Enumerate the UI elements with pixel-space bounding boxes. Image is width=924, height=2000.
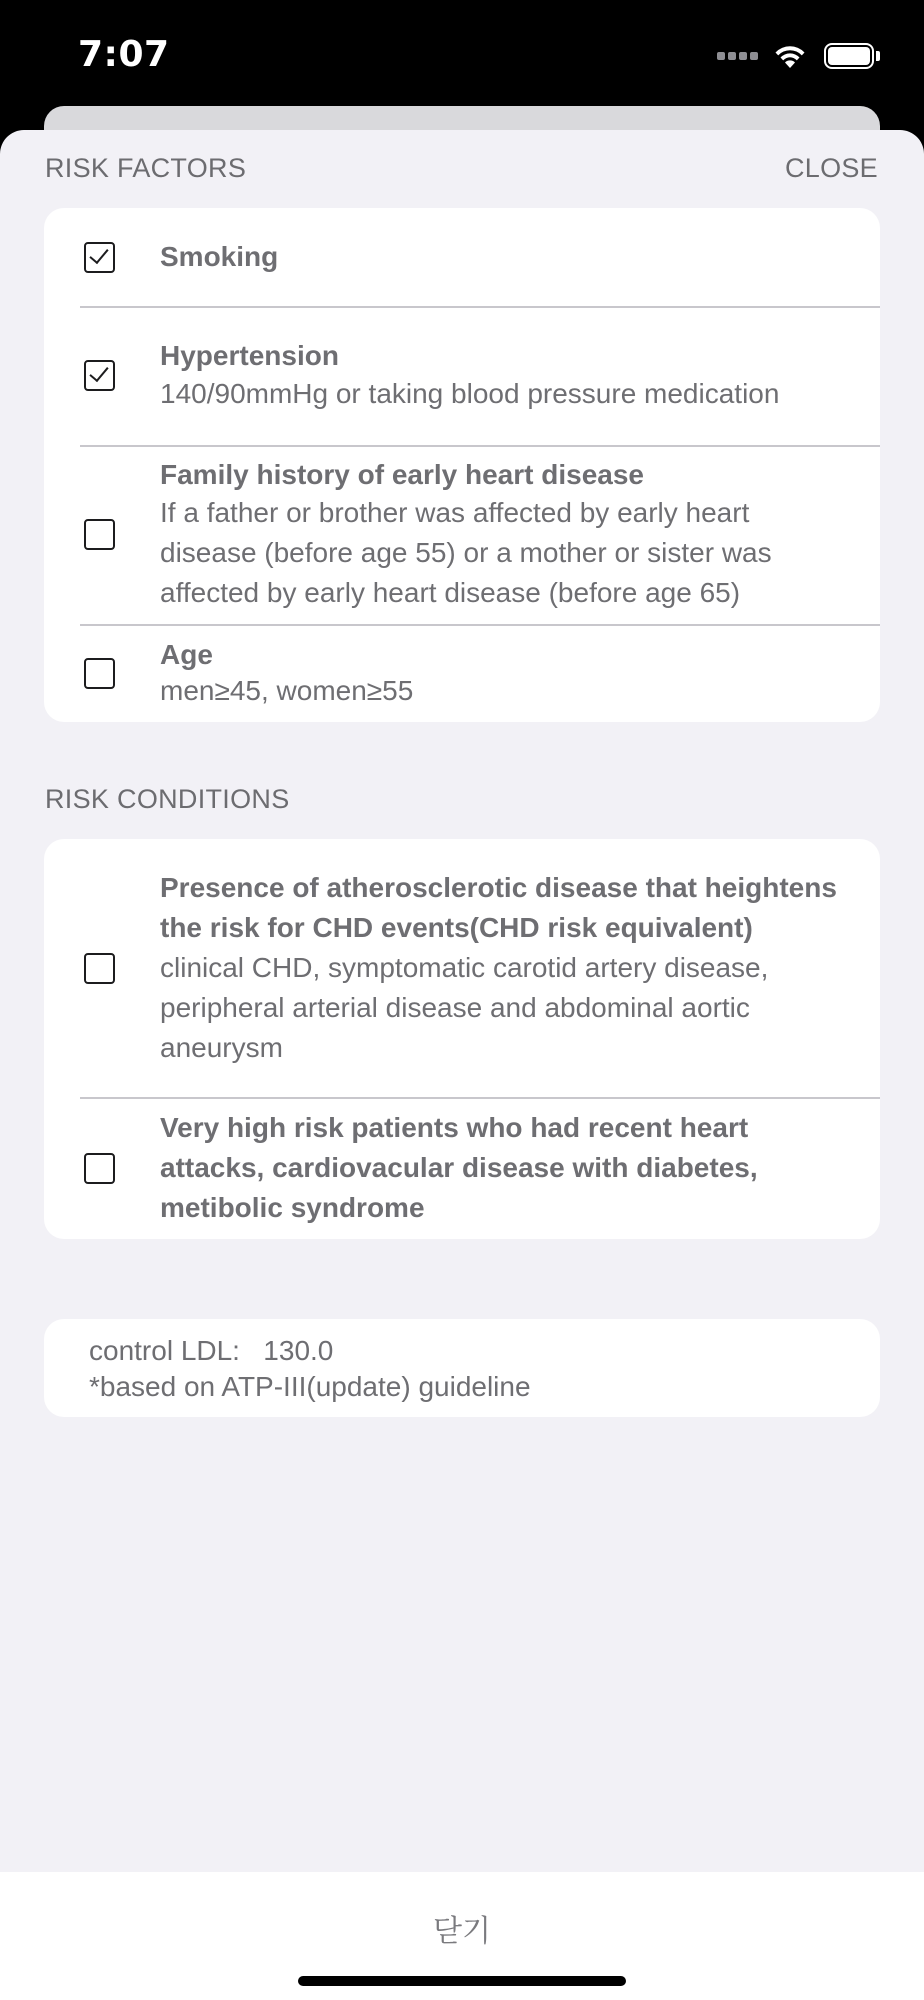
bottom-toolbar	[0, 1872, 924, 2000]
risk-factors-sheet	[0, 130, 924, 2000]
ldl-result-card	[44, 1319, 880, 1417]
age-checkbox[interactable]	[84, 658, 115, 689]
risk-factor-row-smoking[interactable]	[44, 208, 880, 306]
risk-factor-row-hypertension[interactable]	[44, 306, 880, 445]
home-indicator[interactable]	[298, 1976, 626, 1986]
risk-conditions-header: RISK CONDITIONS	[45, 784, 290, 814]
status-time: 7:07	[78, 34, 170, 75]
close-button[interactable]: CLOSE	[784, 153, 878, 183]
risk-factor-title: Family history of early heart disease	[160, 458, 644, 490]
atherosclerotic-checkbox[interactable]	[84, 953, 115, 984]
cellular-signal-icon	[717, 52, 758, 60]
risk-factor-title: Smoking	[160, 241, 279, 272]
risk-factor-description: men≥45, women≥55	[160, 675, 414, 706]
risk-factor-description: If a father or brother was affected by early heart disease (before age 55) or a mother or sister was affected by early heart disease (before age 65)	[160, 496, 772, 608]
risk-factor-title: Hypertension	[160, 339, 339, 371]
battery-icon	[824, 42, 880, 70]
status-bar	[0, 0, 924, 108]
risk-condition-description: clinical CHD, symptomatic carotid artery disease, peripheral arterial disease and abdominal aortic aneurysm	[160, 952, 769, 1063]
risk-factor-row-family-history[interactable]	[44, 445, 880, 624]
hypertension-checkbox[interactable]	[84, 360, 115, 391]
wifi-icon	[772, 42, 808, 70]
risk-condition-row-very-high-risk[interactable]	[44, 1097, 880, 1239]
risk-factors-header: RISK FACTORS	[45, 153, 247, 183]
bottom-close-button[interactable]: 닫기	[433, 1914, 491, 1949]
very-high-risk-checkbox[interactable]	[84, 1153, 115, 1184]
risk-conditions-card	[44, 839, 880, 1239]
risk-condition-title: Presence of atherosclerotic disease that heightens the risk for CHD events(CHD risk equivalent)	[160, 872, 837, 943]
control-ldl-value: control LDL: 130.0	[89, 1335, 334, 1366]
risk-factor-description: 140/90mmHg or taking blood pressure medication	[160, 377, 780, 409]
smoking-checkbox[interactable]	[84, 242, 115, 273]
status-icons	[717, 40, 880, 72]
risk-condition-row-atherosclerotic[interactable]	[44, 839, 880, 1097]
family-history-checkbox[interactable]	[84, 519, 115, 550]
risk-condition-title: Very high risk patients who had recent heart attacks, cardiovacular disease with diabetes, metibolic syndrome	[160, 1112, 758, 1223]
risk-factor-row-age[interactable]	[44, 624, 880, 722]
risk-factor-title: Age	[160, 639, 213, 670]
risk-factors-card	[44, 208, 880, 722]
guideline-note: *based on ATP-III(update) guideline	[89, 1371, 531, 1402]
